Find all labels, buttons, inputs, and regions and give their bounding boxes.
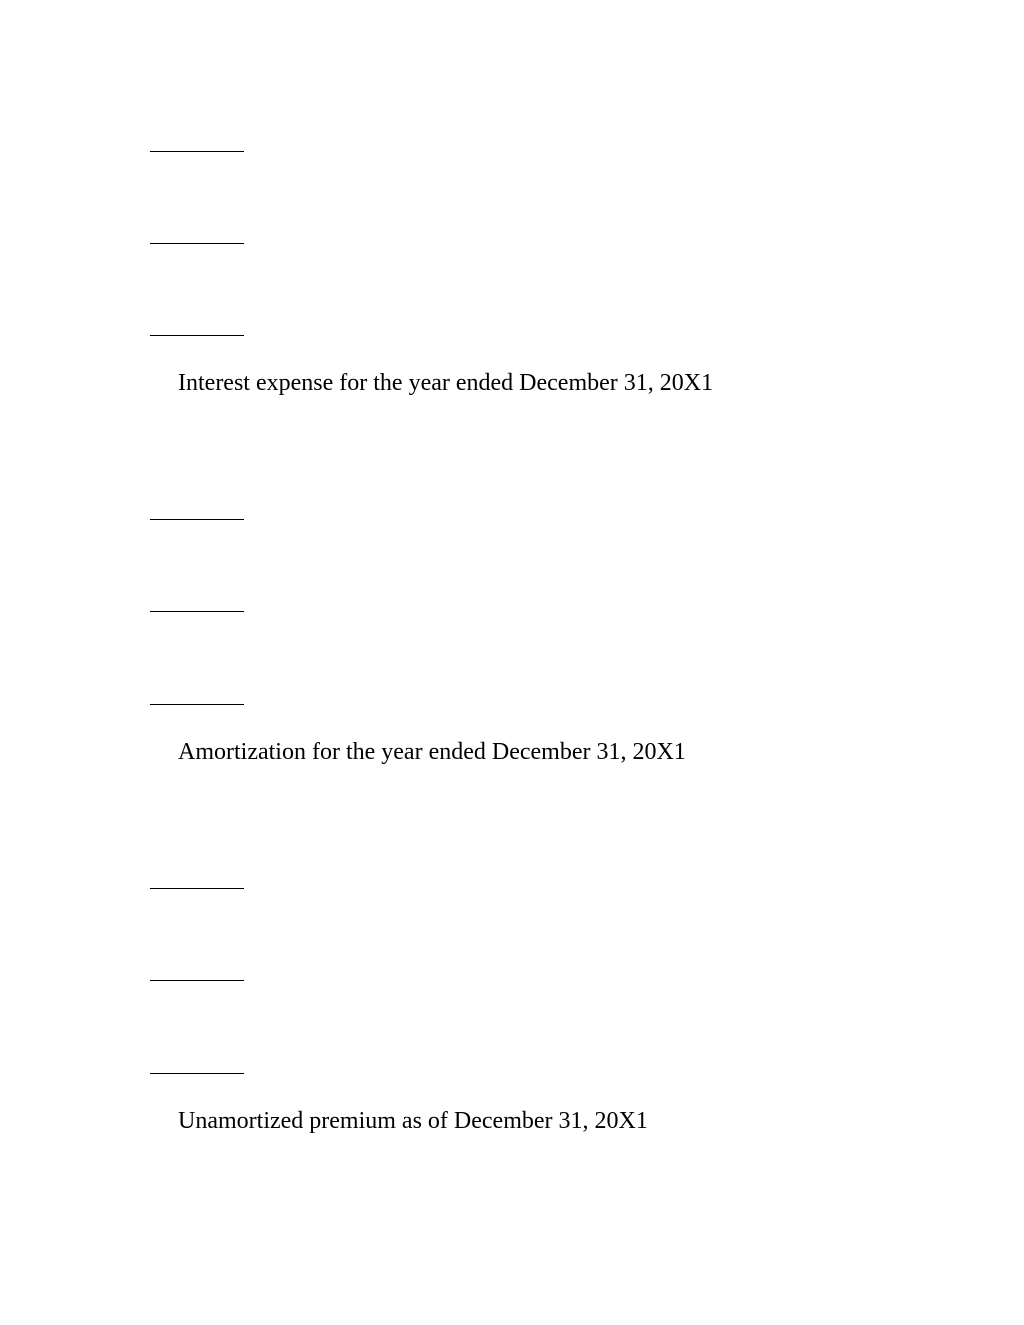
unamortized-premium-label: Unamortized premium as of December 31, 20X1: [178, 1108, 648, 1134]
answer-blank-line: [150, 519, 244, 520]
answer-blank-line: [150, 888, 244, 889]
answer-blank-line: [150, 704, 244, 705]
answer-blank-line: [150, 243, 244, 244]
answer-blank-line: [150, 611, 244, 612]
amortization-label: Amortization for the year ended December 31, 20X1: [178, 739, 686, 765]
interest-expense-label: Interest expense for the year ended December 31, 20X1: [178, 370, 714, 396]
answer-blank-line: [150, 151, 244, 152]
answer-blank-line: [150, 1073, 244, 1074]
answer-blank-line: [150, 335, 244, 336]
answer-blank-line: [150, 980, 244, 981]
